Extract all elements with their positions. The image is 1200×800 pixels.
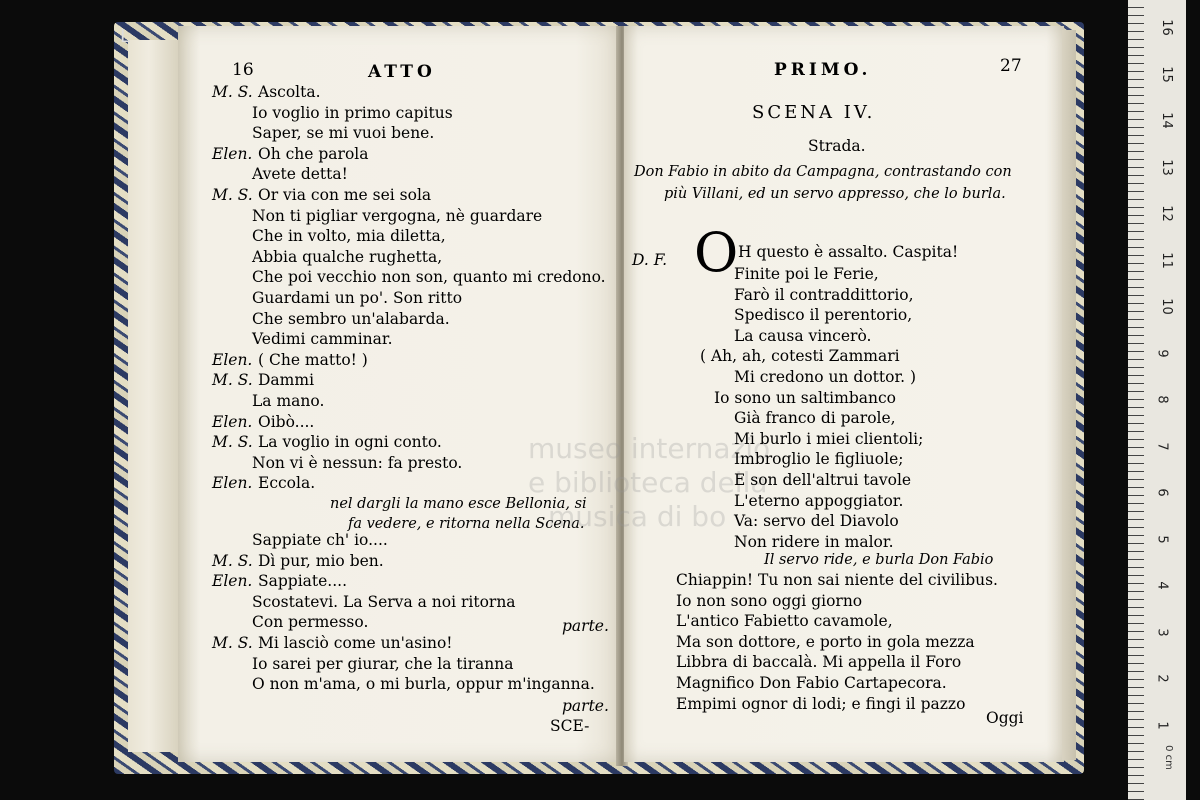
speaker-label: M. S.	[212, 371, 253, 390]
stage-direction-line: più Villani, ed un servo appresso, che lo burla.	[664, 186, 1006, 202]
watermark-text: musica di bo	[548, 500, 727, 533]
ruler-number: 3	[1154, 627, 1170, 637]
verse-line: Saper, se mi vuoi bene.	[252, 124, 435, 143]
verse-line: Farò il contraddittorio,	[734, 285, 914, 304]
right-running-head: PRIMO.	[774, 60, 872, 80]
verse-line: Oh che parola	[258, 144, 369, 163]
ruler-number: 2	[1154, 674, 1170, 683]
speaker-label: M. S.	[212, 634, 253, 652]
verse-line: Mi credono un dottor. )	[734, 368, 917, 386]
catchword: SCE-	[550, 717, 590, 735]
corner-label: L	[120, 26, 131, 47]
verse-line: Io sono un saltimbanco	[714, 388, 896, 407]
verse-line: Ascolta.	[258, 83, 321, 101]
stage-direction-line: Don Fabio in abito da Campagna, contrastando con	[634, 164, 1012, 180]
catchword: Oggi	[986, 709, 1024, 727]
verse-line: Io non sono oggi giorno	[676, 591, 863, 610]
speaker-label: D. F.	[632, 251, 667, 269]
verse-line: Già franco di parole,	[734, 409, 896, 428]
page-edge-right	[1062, 30, 1076, 760]
stage-direction-line: Il servo ride, e burla Don Fabio	[764, 552, 994, 568]
verse-line: E son dell'altrui tavole	[734, 471, 912, 489]
speaker-label: Elen.	[212, 572, 253, 591]
verse-line: Io voglio in primo capitus	[252, 103, 453, 122]
verse-line: L'eterno appoggiator.	[734, 491, 904, 510]
verse-line: Mi lasciò come un'asino!	[258, 634, 453, 652]
verse-line: Non ridere in malor.	[734, 532, 894, 551]
verse-line: Eccola.	[258, 474, 316, 493]
speaker-label: M. S.	[212, 186, 253, 204]
verse-line: Empimi ognor di lodi; e fingi il pazzo	[676, 694, 966, 713]
ruler-number: 16	[1158, 19, 1174, 36]
verse-line: Vedimi camminar.	[252, 330, 393, 349]
ruler-number: 1	[1154, 720, 1170, 730]
verse-line: Va: servo del Diavolo	[734, 512, 899, 531]
verse-line: Libbra di baccalà. Mi appella il Foro	[676, 653, 962, 672]
verse-line: Abbia qualche rughetta,	[252, 247, 443, 266]
verse-line: Non ti pigliar vergogna, nè guardare	[252, 206, 543, 225]
verse-line: Scostatevi. La Serva a noi ritorna	[252, 592, 516, 611]
verse-line: H questo è assalto. Caspita!	[738, 243, 959, 261]
left-page-number: 16	[232, 60, 254, 80]
exit-direction: parte.	[562, 617, 609, 635]
ruler-number: 13	[1158, 158, 1174, 176]
verse-line: Spedisco il perentorio,	[734, 306, 913, 325]
speaker-label: M. S.	[212, 433, 253, 452]
verse-line: Che in volto, mia diletta,	[252, 227, 446, 246]
drop-cap: O	[694, 221, 739, 284]
verse-line: Magnifico Don Fabio Cartapecora.	[676, 674, 947, 692]
verse-line: ( Ah, ah, cotesti Zammari	[700, 347, 900, 366]
left-running-head: ATTO	[368, 62, 436, 82]
verse-line: Che sembro un'alabarda.	[252, 309, 450, 328]
ruler-number: 5	[1154, 534, 1170, 544]
watermark-text: e biblioteca della	[528, 466, 768, 499]
verse-line: Guardami un po'. Son ritto	[252, 289, 463, 307]
speaker-label: M. S.	[212, 83, 253, 101]
verse-line: O non m'ama, o mi burla, oppur m'inganna.	[252, 675, 595, 694]
verse-line: ( Che matto! )	[258, 350, 368, 369]
speaker-label: Elen.	[212, 474, 253, 493]
verse-line: L'antico Fabietto cavamole,	[676, 612, 893, 631]
verse-line: Dì pur, mio ben.	[258, 551, 384, 570]
verse-line: Sappiate....	[258, 572, 348, 591]
right-page-number: 27	[1000, 56, 1022, 76]
exit-direction: parte.	[562, 697, 609, 715]
verse-line: Che poi vecchio non son, quanto mi credono.	[252, 268, 606, 287]
measuring-ruler	[1128, 0, 1186, 800]
verse-line: Mi burlo i miei clientoli;	[734, 429, 924, 448]
verse-line: Or via con me sei sola	[258, 186, 432, 204]
ruler-number: 14	[1158, 112, 1174, 129]
watermark-text: museo internazio	[528, 432, 771, 465]
speaker-label: Elen.	[212, 350, 253, 369]
ruler-number: 7	[1154, 441, 1170, 451]
verse-line: Non vi è nessun: fa presto.	[252, 453, 463, 472]
verse-line: Con permesso.	[252, 613, 369, 632]
verse-line: Sappiate ch' io....	[252, 531, 388, 549]
verse-line: Avete detta!	[252, 165, 348, 184]
page-stack-left	[128, 40, 180, 752]
speaker-label: M. S.	[212, 551, 253, 570]
ruler-number: 10	[1158, 298, 1174, 315]
ruler-number: 12	[1158, 205, 1174, 222]
ruler-number: 15	[1158, 65, 1174, 83]
verse-line: La mano.	[252, 392, 325, 410]
verse-line: Imbroglio le figliuole;	[734, 450, 904, 469]
stage-direction-line: fa vedere, e ritorna nella Scena.	[348, 516, 585, 532]
ruler-number: 11	[1158, 251, 1174, 269]
verse-line: Chiappin! Tu non sai niente del civilibus.	[676, 571, 998, 589]
verse-line: Dammi	[258, 371, 315, 390]
verse-line: Io sarei per giurar, che la tiranna	[252, 654, 514, 673]
ruler-number: 6	[1154, 488, 1170, 497]
verse-line: La causa vincerò.	[734, 326, 872, 345]
verse-line: Finite poi le Ferie,	[734, 265, 879, 283]
ruler-number: 9	[1154, 348, 1170, 358]
ruler-number: 4	[1154, 581, 1170, 590]
speaker-label: Elen.	[212, 144, 253, 163]
verse-line: La voglio in ogni conto.	[258, 433, 442, 452]
ruler-number: 8	[1154, 395, 1170, 404]
speaker-label: Elen.	[212, 412, 253, 431]
verse-line: Oibò....	[258, 412, 315, 431]
stage-direction-line: nel dargli la mano esce Bellonia, si	[330, 496, 587, 512]
ruler-unit: 0 cm	[1162, 745, 1174, 770]
verse-line: Ma son dottore, e porto in gola mezza	[676, 632, 975, 651]
scene-setting: Strada.	[808, 137, 866, 155]
scene-title: SCENA IV.	[752, 102, 876, 123]
